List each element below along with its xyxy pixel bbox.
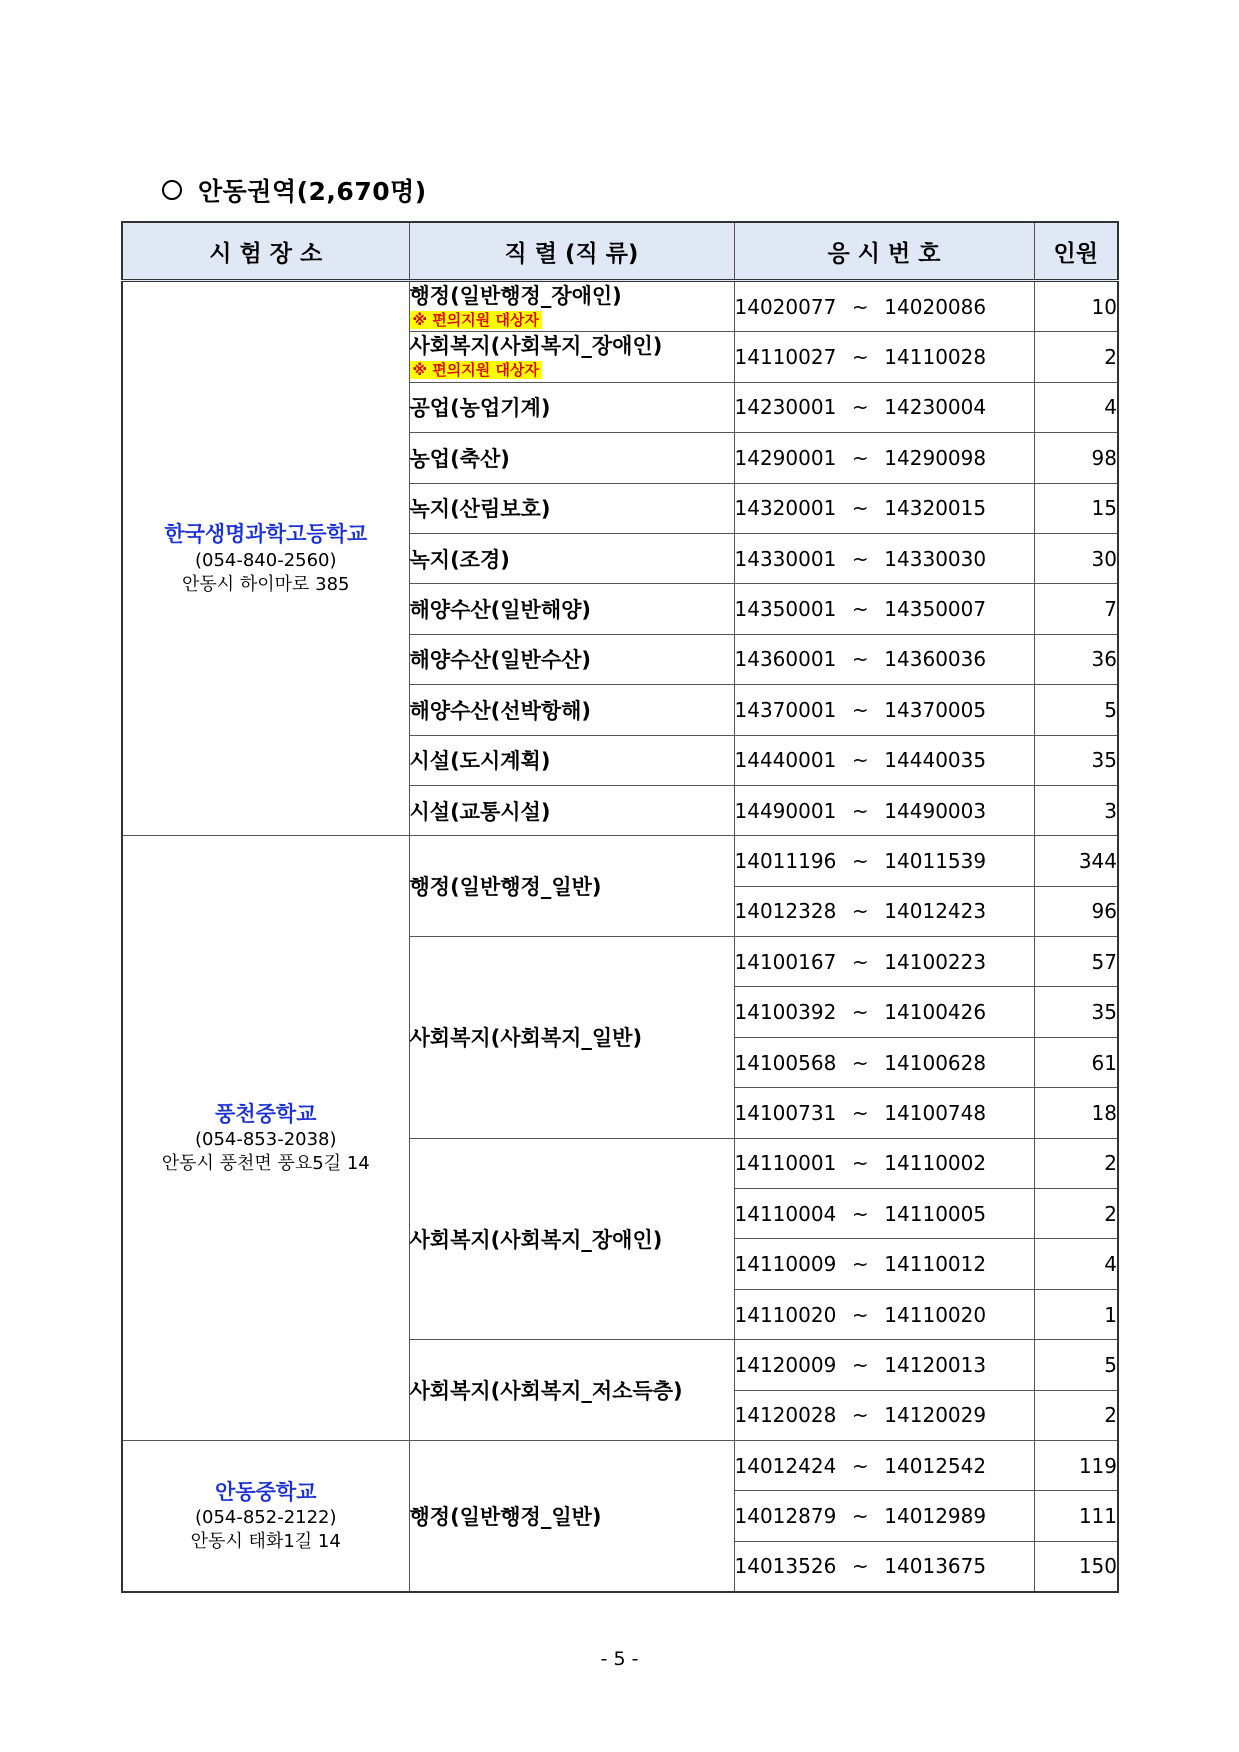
applicant-count: 119 [1034,1440,1118,1490]
exam-number-range [734,1491,1034,1541]
exam-number-range [734,281,1034,332]
range-separator: ~ [851,1050,869,1075]
range-separator: ~ [851,1403,869,1428]
position-cell [409,332,734,382]
exam-number-range [734,1189,1034,1239]
exam-number-range [734,1088,1034,1138]
range-end: 14110005 [884,1201,987,1226]
exam-number-range [734,735,1034,785]
range-end: 14012989 [884,1504,987,1529]
exam-number-range [734,634,1034,684]
range-start: 14320001 [734,496,837,521]
exam-number-range [734,483,1034,533]
applicant-count: 5 [1034,685,1118,735]
range-separator: ~ [851,1000,869,1025]
range-end: 14360036 [884,647,987,672]
applicant-count: 2 [1034,332,1118,382]
applicant-count: 5 [1034,1340,1118,1390]
range-start: 14120009 [734,1352,837,1377]
venue-name: 안동중학교 [215,1479,317,1504]
position-cell [409,533,734,583]
exam-number-range [734,1390,1034,1440]
exam-number-range [734,1138,1034,1188]
table-body [122,281,1118,1593]
range-separator: ~ [851,1352,869,1377]
exam-number-range [734,785,1034,835]
position-cell [409,281,734,332]
exam-number-range [734,584,1034,634]
applicant-count: 344 [1034,836,1118,886]
applicant-count: 4 [1034,1239,1118,1289]
exam-number-range [734,1340,1034,1390]
range-start: 14360001 [734,647,837,672]
range-separator: ~ [851,647,869,672]
range-end: 14490003 [884,798,987,823]
range-end: 14110002 [884,1151,987,1176]
applicant-count: 2 [1034,1138,1118,1188]
accommodation-note: ※ 편의지원 대상자 [410,311,542,329]
range-start: 14370001 [734,697,837,722]
applicant-count: 96 [1034,886,1118,936]
range-end: 14100223 [884,949,987,974]
position-label: 행정(일반행정_장애인) [409,283,622,308]
exam-number-range [734,1440,1034,1490]
range-separator: ~ [851,798,869,823]
range-end: 14013675 [884,1554,987,1579]
position-cell [409,433,734,483]
position-cell [409,483,734,533]
exam-venue-table [121,221,1119,1593]
range-end: 14120029 [884,1403,987,1428]
applicant-count: 98 [1034,433,1118,483]
applicant-count: 35 [1034,987,1118,1037]
header-number: 응 시 번 호 [734,222,1034,281]
range-start: 14100392 [734,1000,837,1025]
applicant-count: 57 [1034,937,1118,987]
position-cell [409,382,734,432]
position-label: 공업(농업기계) [409,396,551,421]
range-start: 14100731 [734,1100,837,1125]
range-end: 14440035 [884,748,987,773]
position-label: 행정(일반행정_일반) [409,875,602,900]
venue-address: 안동시 풍천면 풍요5길 14 [161,1153,370,1175]
position-label: 사회복지(사회복지_장애인) [409,1227,663,1252]
range-end: 14330030 [884,546,987,571]
accommodation-note: ※ 편의지원 대상자 [410,361,542,379]
applicant-count: 30 [1034,533,1118,583]
position-label: 시설(교통시설) [409,799,551,824]
applicant-count: 10 [1034,281,1118,332]
range-end: 14290098 [884,445,987,470]
range-end: 14100628 [884,1050,987,1075]
venue-name: 한국생명과학고등학교 [164,522,368,547]
range-start: 14110027 [734,345,837,370]
position-cell [409,735,734,785]
range-end: 14100426 [884,1000,987,1025]
exam-number-range [734,987,1034,1037]
range-separator: ~ [851,697,869,722]
applicant-count: 2 [1034,1390,1118,1440]
range-separator: ~ [851,1554,869,1579]
circle-bullet-icon [162,180,182,200]
range-separator: ~ [851,1453,869,1478]
range-end: 14011539 [884,848,987,873]
position-label: 녹지(조경) [409,547,510,572]
position-label: 녹지(산림보호) [409,497,551,522]
applicant-count: 1 [1034,1289,1118,1339]
venue-name: 풍천중학교 [215,1101,317,1126]
applicant-count: 2 [1034,1189,1118,1239]
applicant-count: 36 [1034,634,1118,684]
range-start: 14100167 [734,949,837,974]
header-venue: 시 험 장 소 [122,222,409,281]
position-label: 해양수산(선박항해) [409,698,591,723]
exam-number-range [734,1037,1034,1087]
venue-phone: (054-840-2560) [194,549,337,571]
range-separator: ~ [851,1252,869,1277]
range-separator: ~ [851,848,869,873]
exam-number-range [734,382,1034,432]
position-label: 시설(도시계획) [409,749,551,774]
position-cell [409,1340,734,1441]
section-title-text: 안동권역(2,670명) [198,177,427,206]
range-end: 14110020 [884,1302,987,1327]
range-start: 14110004 [734,1201,837,1226]
position-label: 사회복지(사회복지_저소득층) [409,1379,683,1404]
applicant-count: 4 [1034,382,1118,432]
exam-number-range [734,332,1034,382]
applicant-count: 61 [1034,1037,1118,1087]
range-start: 14120028 [734,1403,837,1428]
range-separator: ~ [851,597,869,622]
applicant-count: 15 [1034,483,1118,533]
table-row [122,281,1118,332]
position-cell [409,836,734,937]
table-row [122,1440,1118,1490]
range-start: 14013526 [734,1554,837,1579]
exam-number-range [734,533,1034,583]
exam-number-range [734,937,1034,987]
page-number: - 5 - [600,1648,639,1670]
range-separator: ~ [851,294,869,319]
venue-phone: (054-853-2038) [194,1129,337,1151]
range-separator: ~ [851,395,869,420]
range-end: 14370005 [884,697,987,722]
position-cell [409,685,734,735]
range-start: 14330001 [734,546,837,571]
applicant-count: 111 [1034,1491,1118,1541]
range-start: 14020077 [734,294,837,319]
range-end: 14110028 [884,345,987,370]
position-label: 해양수산(일반수산) [409,648,591,673]
exam-number-range [734,1541,1034,1592]
position-label: 사회복지(사회복지_일반) [409,1026,643,1051]
exam-number-range [734,1289,1034,1339]
exam-number-range [734,836,1034,886]
applicant-count: 35 [1034,735,1118,785]
table-header-row [122,222,1118,281]
header-position: 직 렬 (직 류) [409,222,734,281]
range-separator: ~ [851,546,869,571]
venue-cell [122,1440,409,1592]
applicant-count: 150 [1034,1541,1118,1592]
range-separator: ~ [851,748,869,773]
position-cell [409,584,734,634]
range-end: 14320015 [884,496,987,521]
range-separator: ~ [851,1151,869,1176]
range-separator: ~ [851,1201,869,1226]
range-end: 14012423 [884,899,987,924]
venue-cell [122,836,409,1441]
position-cell [409,1440,734,1592]
range-start: 14100568 [734,1050,837,1075]
range-separator: ~ [851,1504,869,1529]
range-start: 14440001 [734,748,837,773]
range-start: 14490001 [734,798,837,823]
range-start: 14012879 [734,1504,837,1529]
range-end: 14120013 [884,1352,987,1377]
venue-phone: (054-852-2122) [194,1506,337,1528]
range-start: 14012424 [734,1453,837,1478]
table-row [122,836,1118,886]
position-label: 해양수산(일반해양) [409,598,591,623]
position-cell [409,1138,734,1340]
range-start: 14110001 [734,1151,837,1176]
range-start: 14011196 [734,848,837,873]
exam-number-range [734,685,1034,735]
position-label: 행정(일반행정_일반) [409,1505,602,1530]
position-label: 사회복지(사회복지_장애인) [409,334,663,359]
exam-number-range [734,886,1034,936]
applicant-count: 3 [1034,785,1118,835]
range-start: 14230001 [734,395,837,420]
range-end: 14100748 [884,1100,987,1125]
range-end: 14350007 [884,597,987,622]
range-end: 14020086 [884,294,987,319]
header-count: 인원 [1034,222,1118,281]
applicant-count: 7 [1034,584,1118,634]
range-separator: ~ [851,949,869,974]
range-end: 14110012 [884,1252,987,1277]
venue-address: 안동시 태화1길 14 [190,1531,341,1553]
range-end: 14230004 [884,395,987,420]
range-start: 14110020 [734,1302,837,1327]
position-label: 농업(축산) [409,446,510,471]
position-cell [409,937,734,1139]
range-separator: ~ [851,445,869,470]
applicant-count: 18 [1034,1088,1118,1138]
range-start: 14350001 [734,597,837,622]
range-end: 14012542 [884,1453,987,1478]
venue-cell [122,281,409,836]
section-title [162,172,427,208]
range-separator: ~ [851,899,869,924]
exam-number-range [734,433,1034,483]
position-cell [409,634,734,684]
range-separator: ~ [851,1302,869,1327]
range-start: 14012328 [734,899,837,924]
venue-address: 안동시 하이마로 385 [181,573,350,595]
range-start: 14290001 [734,445,837,470]
range-separator: ~ [851,1100,869,1125]
range-separator: ~ [851,345,869,370]
range-separator: ~ [851,496,869,521]
range-start: 14110009 [734,1252,837,1277]
position-cell [409,785,734,835]
exam-number-range [734,1239,1034,1289]
